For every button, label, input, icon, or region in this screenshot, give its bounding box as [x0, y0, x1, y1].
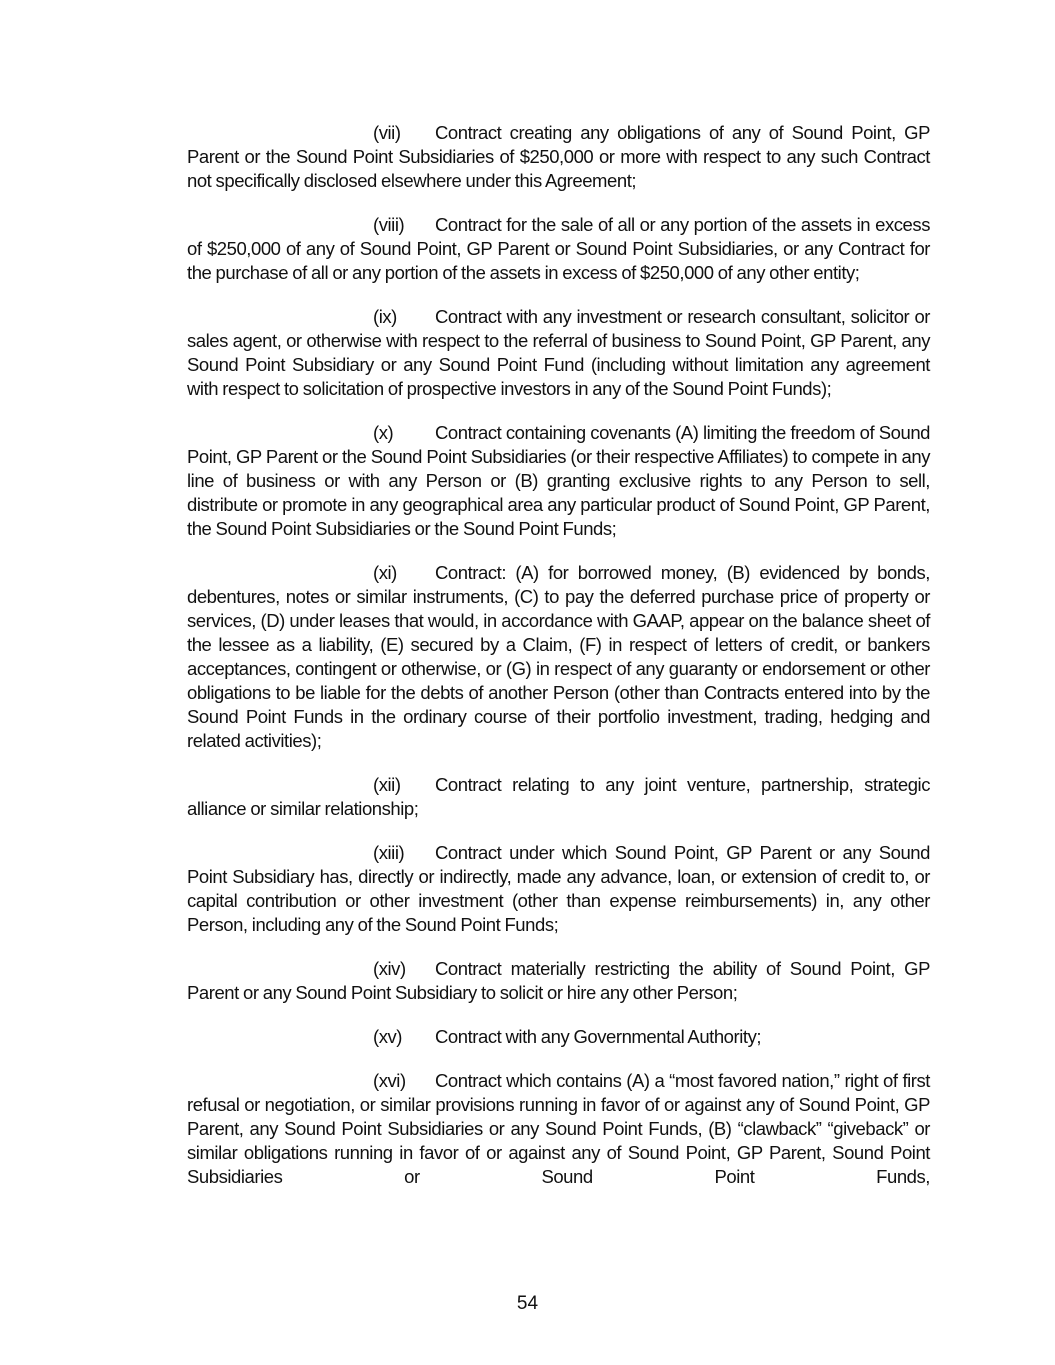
paragraph-text: Contract under which Sound Point, GP Parent or any Sound Point Subsidiary has, directly or indirectly, made any advance, loan, or extension of credit to, or capital contribution or other investment (other than expense reimbursements) in, any other Person, including any of the Sound Point Funds;: [187, 842, 930, 935]
paragraph-text: Contract: (A) for borrowed money, (B) evidenced by bonds, debentures, notes or similar instruments, (C) to pay the deferred purchase price of property or services, (D) under leases that would, in accordance with GAAP, appear on the balance sheet of the lessee as a liability, (E) secured by a Claim, (F) in respect of letters of credit, or bankers acceptances, contingent or otherwise, or (G) in respect of any guaranty or endorsement or other obligations to be liable for the debts of another Person (other than Contracts entered into by the Sound Point Funds in the ordinary course of their portfolio investment, trading, hedging and related activities);: [187, 562, 930, 751]
paragraph-text: Contract materially restricting the ability of Sound Point, GP Parent or any Sound Point Subsidiary to solicit or hire any other Person;: [187, 958, 930, 1003]
document-body: [187, 121, 930, 1209]
paragraph-text: Contract relating to any joint venture, partnership, strategic alliance or similar relationship;: [187, 774, 930, 819]
paragraph-xiv: [187, 957, 930, 1005]
item-number: (xiii): [373, 842, 405, 863]
item-number: (xii): [373, 774, 401, 795]
item-number: (x): [373, 422, 394, 443]
paragraph-xvi: [187, 1069, 930, 1189]
item-number: (xiv): [373, 958, 406, 979]
page-number: 54: [516, 1293, 539, 1314]
paragraph-text: Contract for the sale of all or any portion of the assets in excess of $250,000 of any of Sound Point, GP Parent or Sound Point Subsidiaries, or any Contract for the purchase of all or any portion of the assets in excess of $250,000 of any other entity;: [187, 214, 930, 283]
paragraph-xiii: [187, 841, 930, 937]
item-number: (xvi): [373, 1070, 406, 1091]
paragraph-xii: [187, 773, 930, 821]
paragraph-xi: [187, 561, 930, 753]
paragraph-vii: [187, 121, 930, 193]
item-number: (xi): [373, 562, 397, 583]
item-number: (ix): [373, 306, 397, 327]
paragraph-text: Contract with any Governmental Authority;: [435, 1026, 762, 1047]
item-number: (viii): [373, 214, 405, 235]
paragraph-xv: [187, 1025, 930, 1049]
paragraph-text: Contract containing covenants (A) limiting the freedom of Sound Point, GP Parent or the Sound Point Subsidiaries (or their respective Affiliates) to compete in any line of business or with any Person or (B) granting exclusive rights to any Person to sell, distribute or promote in any geographical area any particular product of Sound Point, GP Parent, the Sound Point Subsidiaries or the Sound Point Funds;: [187, 422, 930, 539]
item-number: (vii): [373, 122, 401, 143]
paragraph-ix: [187, 305, 930, 401]
paragraph-x: [187, 421, 930, 541]
paragraph-text: Contract creating any obligations of any of Sound Point, GP Parent or the Sound Point Subsidiaries of $250,000 or more with respect to any such Contract not specifically disclosed elsewhere under this Agreement;: [187, 122, 930, 191]
paragraph-text: Contract which contains (A) a “most favored nation,” right of first refusal or negotiation, or similar provisions running in favor of or against any of Sound Point, GP Parent, any Sound Point Subsidiaries or any Sound Point Funds, (B) “clawback” “giveback” or similar obligations running in favor of or against any of Sound Point, GP Parent, Sound Point Subsidiaries or Sound Point Funds,: [187, 1070, 930, 1187]
paragraph-text: Contract with any investment or research consultant, solicitor or sales agent, or otherwise with respect to the referral of business to Sound Point, GP Parent, any Sound Point Subsidiary or any Sound Point Fund (including without limitation any agreement with respect to solicitation of prospective investors in any of the Sound Point Funds);: [187, 306, 930, 399]
paragraph-viii: [187, 213, 930, 285]
item-number: (xv): [373, 1026, 403, 1047]
